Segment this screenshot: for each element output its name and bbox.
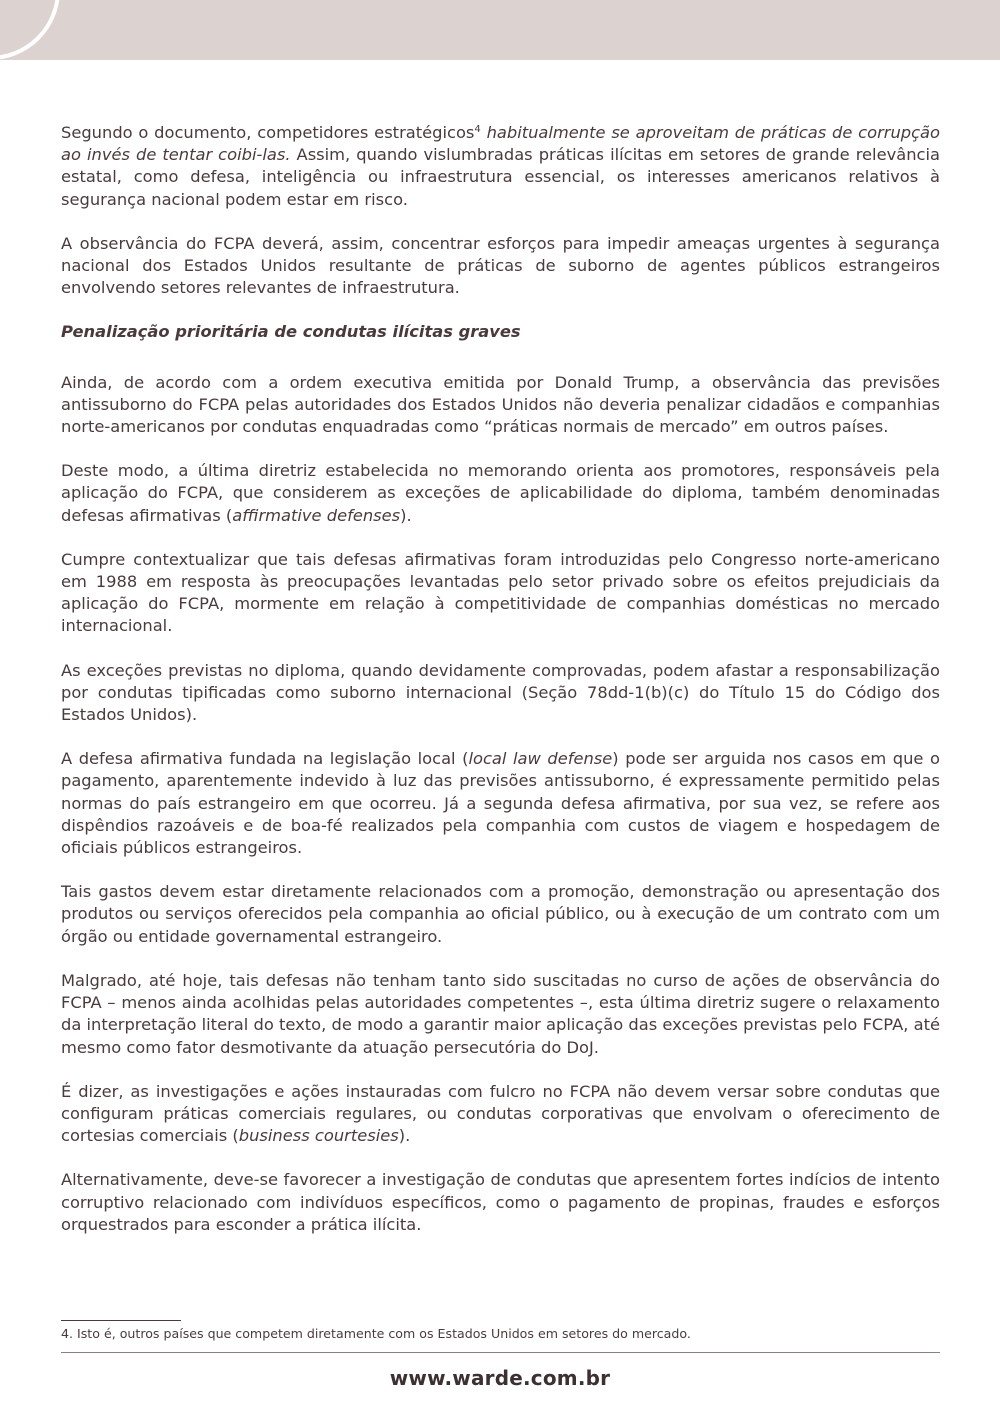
footnote-divider [61, 1320, 181, 1321]
paragraph: A observância do FCPA deverá, assim, concentrar esforços para impedir ameaças urgentes à segurança nacional dos Estados Unidos resultante de práticas de suborno de agentes públicos estrangeiros envolvendo setores relevantes de infraestrutura. [61, 233, 940, 298]
header-band [0, 0, 1000, 60]
paragraph: Tais gastos devem estar diretamente relacionados com a promoção, demonstração ou apresentação dos produtos ou serviços oferecidos pela companhia ao oficial público, ou à execução de um contrato com um órgão ou entidade governamental estrangeiro. [61, 882, 940, 946]
section-heading: Penalização prioritária de condutas ilícitas graves [61, 322, 521, 342]
website-link[interactable]: www.warde.com.br [389, 1366, 611, 1390]
paragraph: Cumpre contextualizar que tais defesas afirmativas foram introduzidas pelo Congresso norte-americano em 1988 em resposta às preocupações levantadas pelo setor privado sobre os efeitos prejudiciais da aplicação do FCPA, mormente em relação à competitividade de companhias domésticas no mercado internacional. [61, 549, 940, 636]
corner-decoration [0, 0, 60, 60]
paragraph: As exceções previstas no diploma, quando devidamente comprovadas, podem afastar a responsabilização por condutas tipificadas como suborno internacional (Seção 78dd-1(b)(c) do Título 15 do Código dos Estados Unidos). [61, 660, 940, 725]
paragraph: Segundo o documento, competidores estratégicos$^4$ habitualmente se aproveitam de práticas de corrupção ao invés de tentar coibi-las. Assim, quando vislumbradas práticas ilícitas em setores de grande relevância estatal, como defesa, inteligência ou infraestrutura essencial, os interesses americanos relativos à segurança nacional podem estar em risco. [61, 123, 940, 209]
footer-divider [61, 1352, 940, 1353]
document-body [61, 122, 940, 1258]
footnote-marker[interactable]: 4 [474, 124, 481, 135]
footnote: 4. Isto é, outros países que competem diretamente com os Estados Unidos em setores do mercado. [61, 1326, 691, 1341]
paragraph: A defesa afirmativa fundada na legislação local (local law defense) pode ser arguida nos casos em que o pagamento, aparentemente indevido à luz das previsões antissuborno, é expressamente permitido pelas normas do país estrangeiro em que ocorreu. Já a segunda defesa afirmativa, por sua vez, se refere aos dispêndios razoáveis e de boa-fé realizados pela companhia com custos de viagem e hospedagem de oficiais públicos estrangeiros. [61, 749, 940, 858]
paragraph: É dizer, as investigações e ações instauradas com fulcro no FCPA não devem versar sobre condutas que configuram práticas comerciais regulares, ou condutas corporativas que envolvam o oferecimento de cortesias comerciais (business courtesies). [61, 1081, 940, 1146]
paragraph: Alternativamente, deve-se favorecer a investigação de condutas que apresentem fortes indícios de intento corruptivo relacionado com indivíduos específicos, como o pagamento de propinas, fraudes e esforços orquestrados para esconder a prática ilícita. [61, 1170, 940, 1234]
paragraph: Deste modo, a última diretriz estabelecida no memorando orienta aos promotores, responsáveis pela aplicação do FCPA, que considerem as exceções de aplicabilidade do diploma, também denominadas defesas afirmativas (affirmative defenses). [61, 461, 940, 525]
paragraph: Malgrado, até hoje, tais defesas não tenham tanto sido suscitadas no curso de ações de observância do FCPA – menos ainda acolhidas pelas autoridades competentes –, esta última diretriz sugere o relaxamento da interpretação literal do texto, de modo a garantir maior aplicação das exceções previstas pelo FCPA, até mesmo como fator desmotivante da atuação persecutória do DoJ. [61, 970, 940, 1057]
paragraph: Ainda, de acordo com a ordem executiva emitida por Donald Trump, a observância das previsões antissuborno do FCPA pelas autoridades dos Estados Unidos não deveria penalizar cidadãos e companhias norte-americanos por condutas enquadradas como “práticas normais de mercado” em outros países. [61, 372, 940, 437]
